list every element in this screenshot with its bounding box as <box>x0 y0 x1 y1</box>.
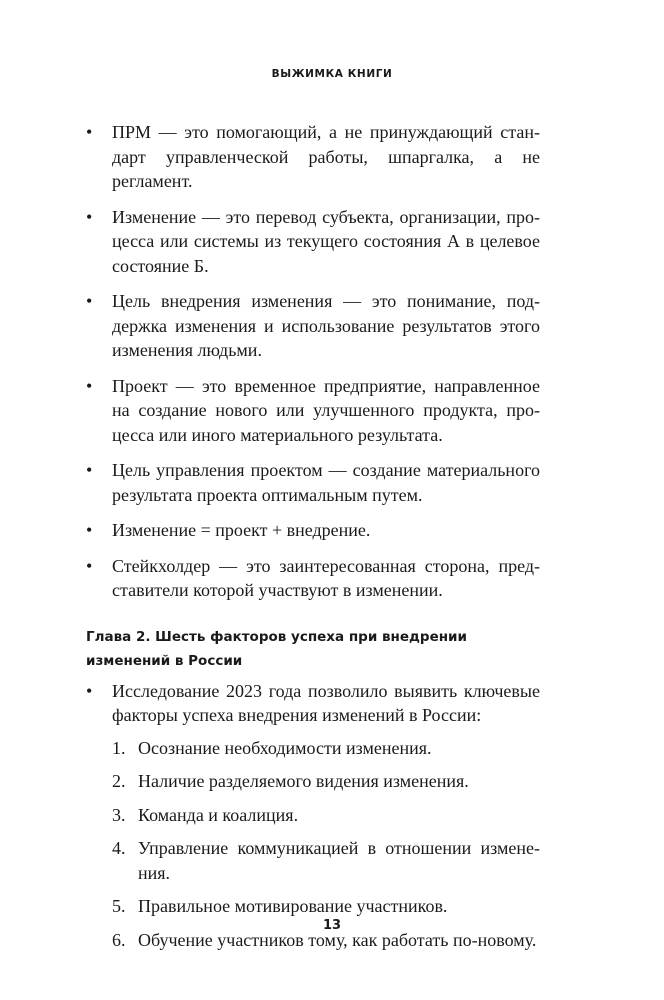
list-item: • Изменение — это перевод субъекта, организации, процесса или системы из текущего состояния А в целевое состояние Б. <box>86 205 540 279</box>
list-item: • ПРМ — это помогающий, а не принуждающий стандарт управленческой работы, шпаргалка, а не регламент. <box>86 120 540 194</box>
factor-number: 6. <box>112 929 126 950</box>
factor-number: 4. <box>112 838 126 858</box>
factor-number: 3. <box>112 804 126 825</box>
factor-number: 1. <box>112 737 126 758</box>
chapter-heading: Глава 2. Шесть факторов успеха при внедрении изменений в России <box>86 628 467 669</box>
chapter2-list <box>86 679 540 953</box>
factor-text: Наличие разделяемого видения изменения. <box>138 771 469 791</box>
definitions-list <box>86 120 540 603</box>
page-body <box>86 120 540 963</box>
factor-number: 5. <box>112 896 126 916</box>
page-number: 13 <box>322 918 342 933</box>
factor-item <box>112 836 540 885</box>
factor-text: Управление коммуникацией в отношении изменения. <box>138 838 540 883</box>
list-item: • Проект — это временное предприятие, направленное на создание нового или улучшенного продукта, процесса или иного материального результата. <box>86 374 540 448</box>
list-item: • Цель управления проектом — создание материального результата проекта оптимальным путем. <box>86 458 540 507</box>
factor-item <box>112 894 540 919</box>
list-item <box>86 679 540 953</box>
factor-item <box>112 803 540 828</box>
factor-item <box>112 736 540 761</box>
list-item: • Изменение = проект + внедрение. <box>86 518 540 543</box>
factor-text: Правильное мотивирование участников. <box>138 896 448 916</box>
factor-item <box>112 769 540 794</box>
running-head: ВЫЖИМКА КНИГИ <box>271 68 393 80</box>
factor-number: 2. <box>112 771 126 791</box>
list-item: • Цель внедрения изменения — это понимание, поддержка изменения и использование результатов этого изменения людьми. <box>86 289 540 363</box>
list-item: • Стейкхолдер — это заинтересованная сторона, представители которой участвуют в изменении. <box>86 554 540 603</box>
factor-text: Команда и коалиция. <box>138 804 299 825</box>
factor-text: Осознание необходимости изменения. <box>138 737 432 758</box>
factor-text: Обучение участников тому, как работать по-новому. <box>138 929 537 950</box>
chapter2-intro: Исследование 2023 года позволило выявить ключевые факторы успеха внедрения изменений в России: <box>112 680 540 725</box>
